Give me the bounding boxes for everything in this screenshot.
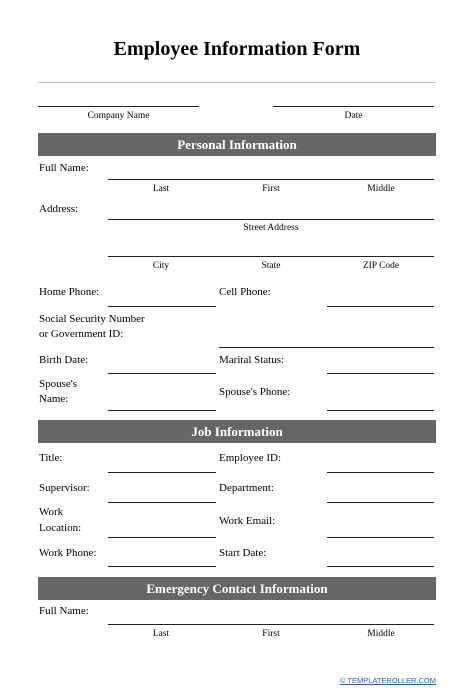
start-date-label: Start Date: — [219, 547, 267, 559]
street-address-field[interactable] — [108, 219, 434, 220]
work-location-label-line2: Location: — [39, 522, 82, 534]
last-caption: Last — [152, 184, 170, 194]
department-field[interactable] — [327, 502, 434, 503]
work-email-label: Work Email: — [219, 515, 276, 527]
company-name-field[interactable] — [38, 106, 199, 107]
employee-id-field[interactable] — [327, 472, 434, 473]
home-phone-label: Home Phone: — [39, 286, 100, 298]
city-state-zip-field[interactable] — [108, 256, 434, 257]
job-title-field[interactable] — [108, 472, 216, 473]
city-caption: City — [152, 261, 170, 271]
birth-date-label: Birth Date: — [39, 354, 89, 366]
work-location-label-line1: Work — [39, 506, 64, 518]
ssn-label-line1: Social Security Number — [39, 313, 145, 325]
date-field[interactable] — [273, 106, 434, 107]
date-caption: Date — [344, 111, 363, 121]
marital-status-label: Marital Status: — [219, 354, 285, 366]
zip-caption: ZIP Code — [362, 261, 400, 271]
employee-id-label: Employee ID: — [219, 452, 282, 464]
spouse-name-field[interactable] — [108, 410, 216, 411]
marital-status-field[interactable] — [327, 373, 434, 374]
home-phone-field[interactable] — [108, 306, 216, 307]
emergency-first-caption: First — [262, 629, 280, 639]
form-title: Employee Information Form — [113, 38, 361, 60]
emergency-middle-caption: Middle — [367, 629, 395, 639]
address-label: Address: — [39, 203, 79, 215]
emergency-full-name-field[interactable] — [108, 624, 434, 625]
company-name-caption: Company Name — [87, 111, 150, 121]
supervisor-field[interactable] — [108, 502, 216, 503]
emergency-full-name-label: Full Name: — [39, 605, 89, 617]
spouse-phone-field[interactable] — [327, 410, 434, 411]
start-date-field[interactable] — [327, 566, 434, 567]
cell-phone-label: Cell Phone: — [219, 286, 271, 298]
department-label: Department: — [219, 482, 274, 494]
job-title-label: Title: — [39, 452, 63, 464]
full-name-field[interactable] — [108, 179, 434, 180]
first-caption: First — [262, 184, 280, 194]
section-header-emergency: Emergency Contact Information — [38, 577, 436, 600]
spouse-name-label-line1: Spouse's — [39, 378, 78, 390]
templateroller-link[interactable]: © TEMPLATEROLLER.COM — [339, 676, 436, 685]
state-caption: State — [261, 261, 281, 271]
cell-phone-field[interactable] — [327, 306, 434, 307]
spouse-name-label-line2: Name: — [39, 393, 69, 405]
section-header-job: Job Information — [38, 420, 436, 443]
full-name-label: Full Name: — [39, 162, 89, 174]
work-location-field[interactable] — [108, 537, 216, 538]
middle-caption: Middle — [367, 184, 395, 194]
title-divider — [38, 82, 436, 83]
section-header-personal: Personal Information — [38, 133, 436, 156]
supervisor-label: Supervisor: — [39, 482, 90, 494]
work-phone-label: Work Phone: — [39, 547, 97, 559]
emergency-last-caption: Last — [152, 629, 170, 639]
ssn-field[interactable] — [219, 347, 434, 348]
spouse-phone-label: Spouse's Phone: — [219, 386, 291, 398]
street-address-caption: Street Address — [243, 223, 299, 233]
ssn-label-line2: or Government ID: — [39, 328, 124, 340]
work-phone-field[interactable] — [108, 566, 216, 567]
work-email-field[interactable] — [327, 537, 434, 538]
birth-date-field[interactable] — [108, 373, 216, 374]
